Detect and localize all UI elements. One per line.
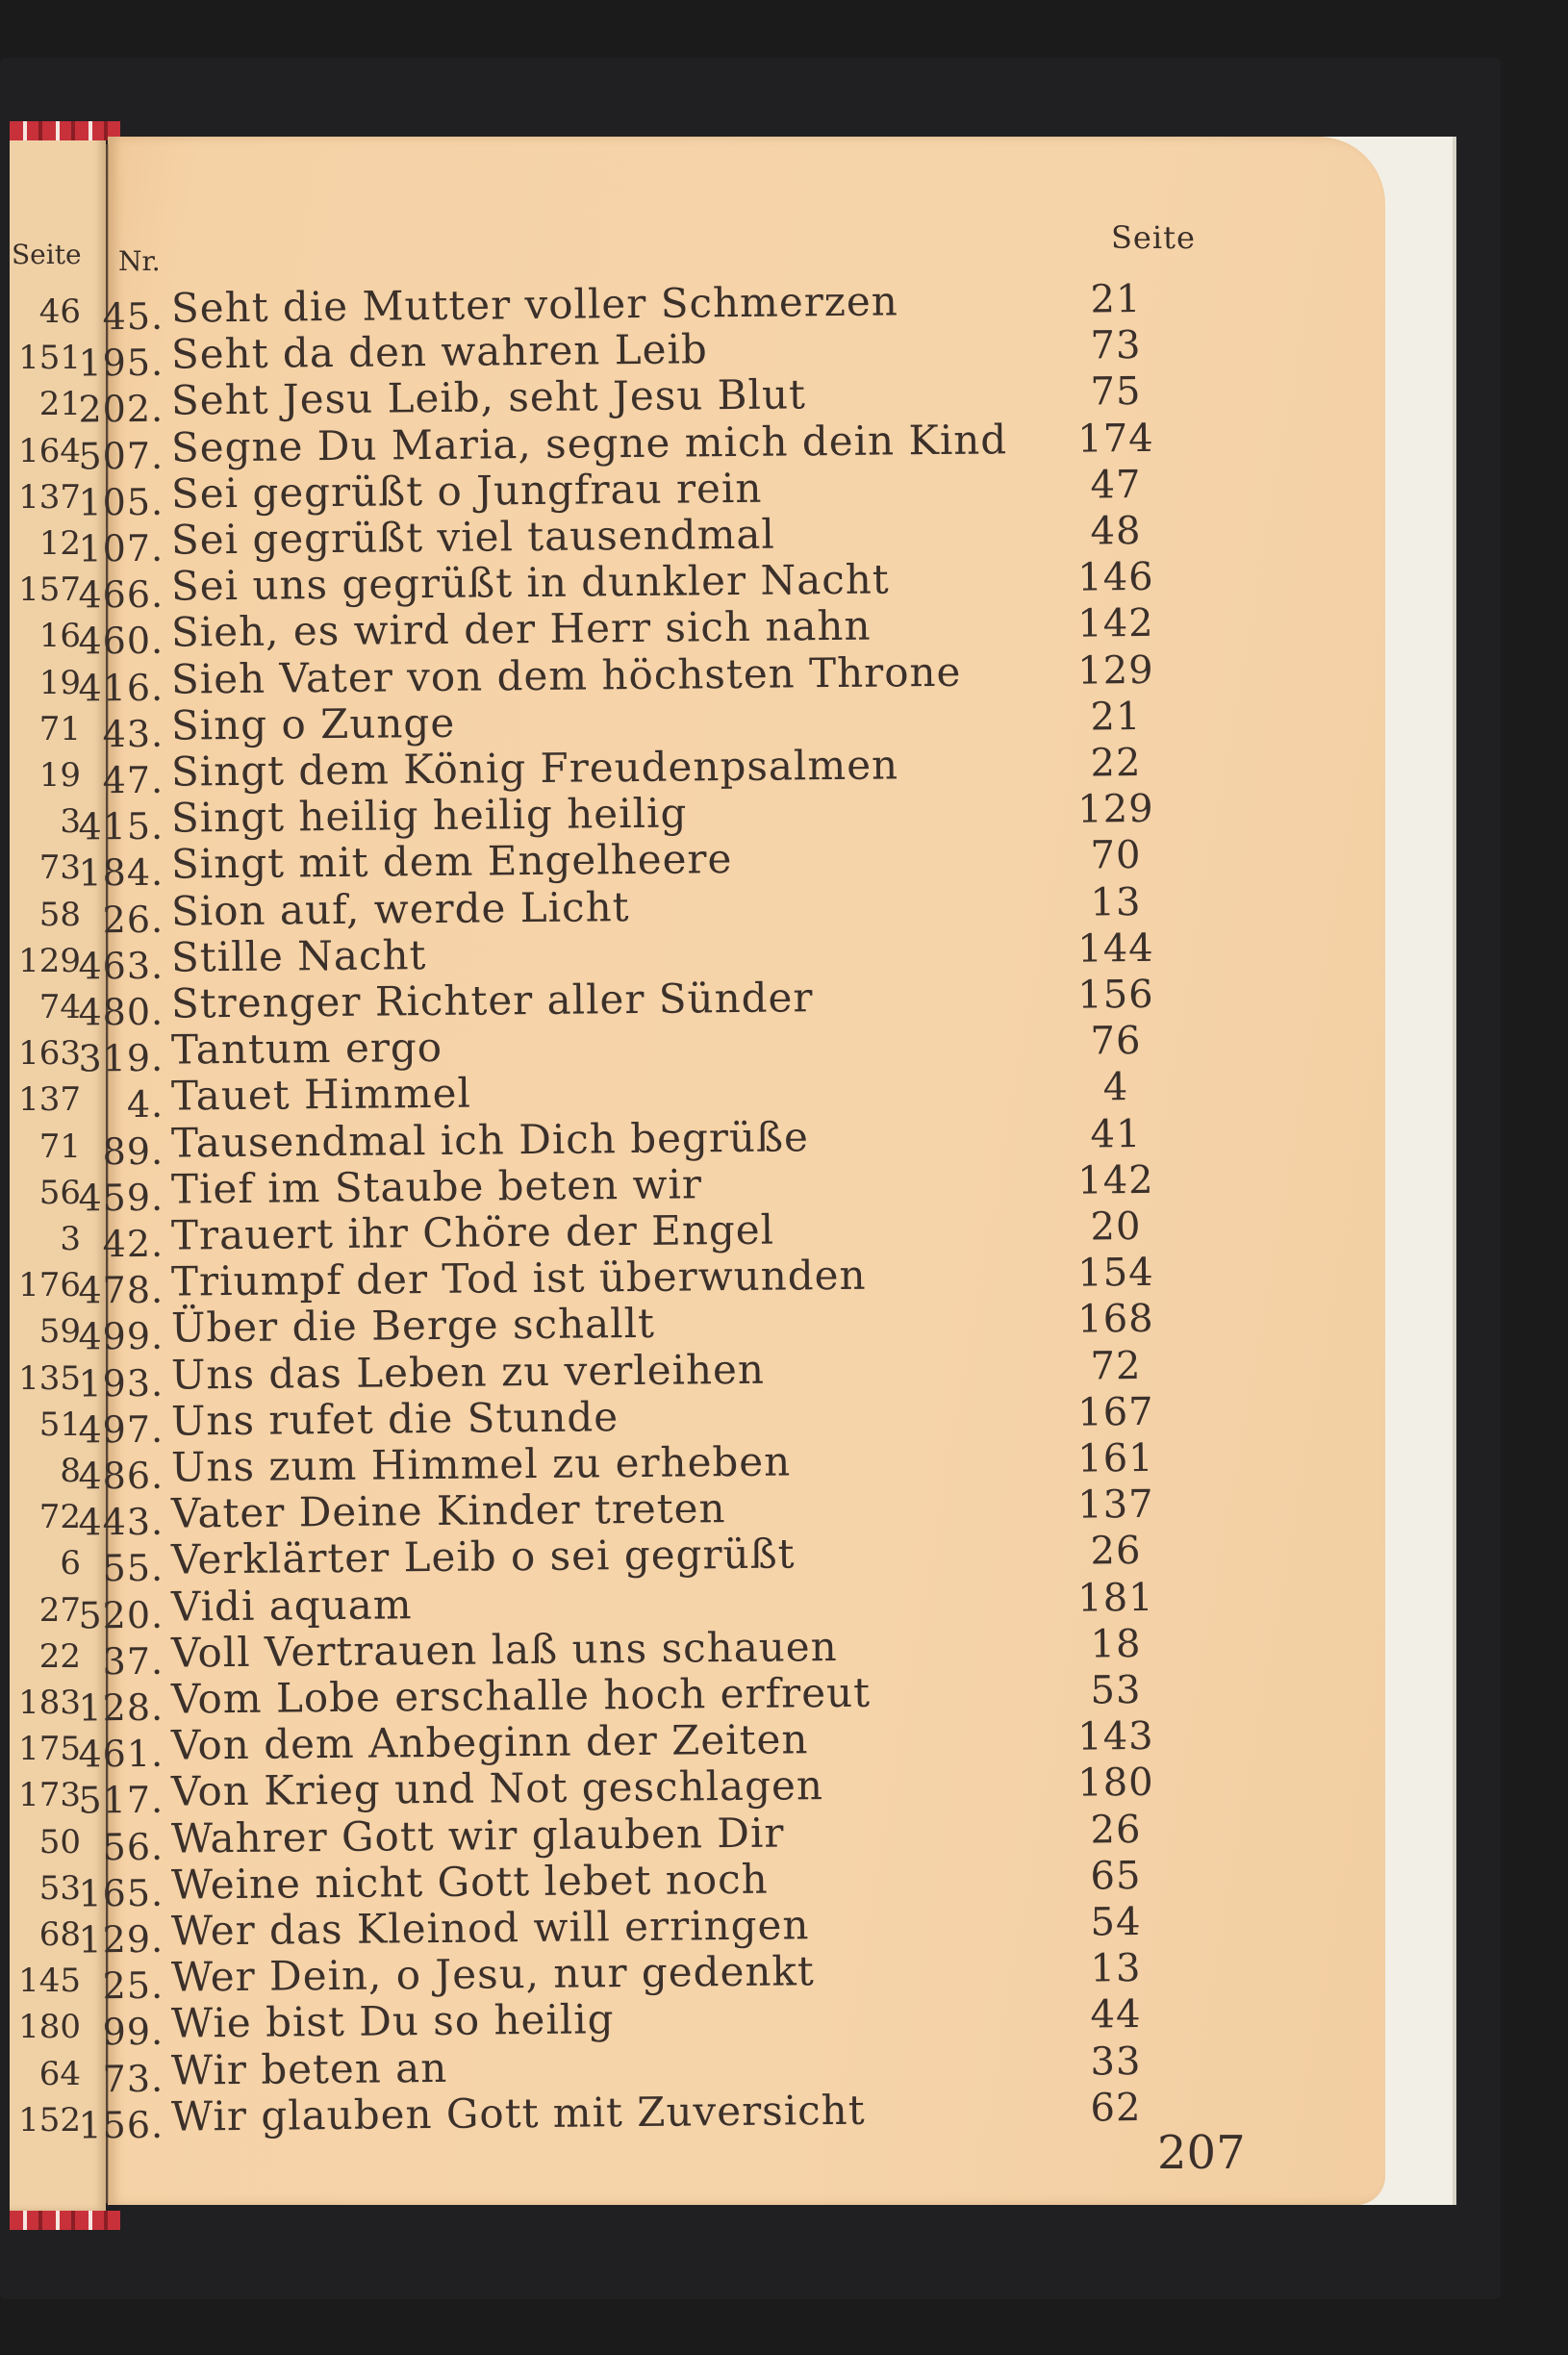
left-page-number: 3 [60,1220,81,1258]
left-page-number: 19 [38,756,81,795]
left-page-number: 59 [38,1312,81,1352]
entry-number: 520. [78,1593,164,1637]
entry-page: 53 [1090,1667,1142,1713]
left-page-number: 21 [38,385,81,424]
entry-page: 129 [1077,787,1154,832]
left-page-number: 50 [38,1822,81,1861]
entry-number: 128. [78,1685,164,1730]
left-page-number: 58 [38,895,81,934]
entry-page: 13 [1090,879,1142,925]
left-page-number: 145 [18,1962,81,2001]
entry-title: Singt heilig heilig heilig [170,789,688,842]
left-page-number: 151 [18,339,81,378]
entry-title: Sieh Vater von dem höchsten Throne [170,647,962,703]
entry-title: Sion auf, werde Licht [170,882,630,935]
entry-page: 180 [1077,1760,1154,1806]
entry-title: Triumpf der Tod ist überwunden [170,1251,867,1305]
entry-number: 443. [78,1500,164,1544]
entry-title: Wir beten an [170,2043,448,2094]
entry-title: Tief im Staube beten wir [170,1160,703,1213]
left-page-number: 16 [38,617,81,656]
entry-page: 26 [1090,1529,1142,1574]
left-page-number: 8 [60,1452,81,1490]
entry-page: 75 [1090,369,1142,415]
entry-title: Strenger Richter aller Sünder [170,974,814,1027]
entry-number: 184. [78,851,164,895]
left-page-number: 64 [38,2054,81,2093]
left-page-number: 3 [60,802,81,842]
entry-number: 42. [102,1222,164,1266]
entry-title: Uns rufet die Stunde [170,1392,620,1445]
entry-number: 463. [78,944,164,988]
entry-number: 202. [78,388,164,431]
entry-page: 174 [1077,416,1154,462]
entry-title: Verklärter Leib o sei gegrüßt [170,1530,796,1584]
entry-page: 144 [1077,925,1154,972]
left-page-number: 180 [18,2008,81,2047]
left-page-number: 56 [38,1173,81,1212]
entry-number: 461. [78,1732,164,1776]
entry-title: Tauet Himmel [170,1070,472,1121]
entry-title: Sei gegrüßt viel tausendmal [170,510,776,564]
entry-title: Singt mit dem Engelheere [170,835,733,889]
entry-number: 416. [78,666,164,710]
entry-page: 26 [1090,1807,1142,1853]
left-page-number: 183 [18,1684,81,1722]
left-page-number: 137 [18,477,81,517]
entry-title: Trauert ihr Chöre der Engel [170,1205,775,1259]
entry-number: 507. [78,434,164,478]
entry-page: 73 [1090,323,1142,368]
entry-title: Von Krieg und Not geschlagen [170,1761,824,1816]
entry-number: 459. [78,1176,164,1220]
entry-number: 37. [102,1639,164,1684]
left-page-number: 22 [38,1636,81,1676]
entry-number: 55. [102,1547,164,1590]
entry-number: 193. [78,1361,164,1405]
left-page-number: 72 [38,1498,81,1537]
entry-page: 142 [1077,601,1154,646]
entry-number: 480. [78,990,164,1034]
entry-title: Wir glauben Gott mit Zuversicht [170,2086,866,2140]
entry-number: 45. [102,294,164,339]
entry-number: 319. [78,1036,164,1080]
entry-page: 137 [1077,1482,1154,1528]
left-page-number: 129 [18,941,81,980]
left-page-number: 6 [60,1544,81,1583]
entry-number: 499. [78,1315,164,1358]
entry-number: 89. [102,1129,164,1173]
entry-number: 26. [102,898,164,941]
left-page-number: 71 [38,1127,81,1166]
entry-page: 70 [1090,833,1142,878]
left-page-number: 137 [18,1080,81,1120]
entry-number: 478. [78,1268,164,1312]
entry-number: 497. [78,1407,164,1452]
entry-title: Sei gegrüßt o Jungfrau rein [170,464,763,518]
entry-page: 154 [1077,1251,1154,1296]
left-column-header: Seite [12,239,82,270]
entry-page: 129 [1077,647,1154,694]
entry-page: 161 [1077,1435,1154,1481]
entry-title: Vom Lobe erschalle hoch erfreut [170,1668,872,1723]
entry-number: 73. [102,2057,164,2100]
entry-title: Wahrer Gott wir glauben Dir [170,1809,785,1862]
entry-page: 156 [1077,972,1154,1018]
entry-title: Sieh, es wird der Herr sich nahn [170,602,872,657]
left-page-number: 175 [18,1730,81,1769]
left-page-number: 164 [18,431,81,470]
seite-header: Seite [1111,219,1196,256]
entry-title: Singt dem König Freudenpsalmen [170,741,899,796]
entry-number: 165. [78,1871,164,1915]
entry-page: 143 [1077,1714,1154,1760]
entry-page: 168 [1077,1297,1154,1342]
left-page-number: 74 [38,988,81,1026]
left-page-number: 73 [38,848,81,888]
entry-page: 44 [1090,1992,1142,2038]
left-page-number: 135 [18,1358,81,1398]
entry-page: 21 [1090,694,1142,740]
entry-page: 76 [1090,1019,1142,1064]
entry-number: 107. [78,526,164,570]
entry-page: 142 [1077,1157,1154,1203]
entry-page: 47 [1090,462,1142,508]
left-page-number: 46 [38,292,81,331]
entry-title: Vidi aquam [170,1580,413,1631]
entry-number: 466. [78,572,164,617]
entry-title: Seht da den wahren Leib [170,325,708,378]
entry-title: Tausendmal ich Dich begrüße [170,1112,810,1167]
left-page-number: 173 [18,1776,81,1815]
page-number: 207 [1157,2126,1246,2180]
entry-title: Sei uns gegrüßt in dunkler Nacht [170,555,890,610]
left-page-number: 53 [38,1868,81,1908]
left-page-number: 51 [38,1405,81,1444]
entry-page: 181 [1077,1575,1154,1621]
entry-title: Segne Du Maria, segne mich dein Kind [170,415,1008,471]
entry-number: 460. [78,620,164,663]
bookmark-ribbon-top [10,121,120,140]
entry-number: 47. [102,758,164,802]
entry-number: 486. [78,1454,164,1498]
entry-number: 56. [102,1825,164,1868]
entry-title: Stille Nacht [170,930,427,981]
entry-title: Wie bist Du so heilig [170,1995,615,2048]
left-page-number: 19 [38,663,81,702]
entry-page: 18 [1090,1621,1142,1667]
entry-number: 129. [78,1917,164,1962]
entry-title: Wer Dein, o Jesu, nur gedenkt [170,1947,815,2001]
entry-title: Von dem Anbeginn der Zeiten [170,1715,809,1769]
entry-title: Vater Deine Kinder treten [170,1484,726,1537]
left-page-number: 152 [18,2100,81,2140]
left-page-number: 71 [38,709,81,748]
entry-page: 20 [1090,1203,1142,1250]
entry-number: 4. [126,1083,164,1127]
entry-page: 21 [1090,276,1142,322]
entry-page: 167 [1077,1389,1154,1435]
entry-number: 415. [78,804,164,848]
entry-number: 517. [78,1779,164,1822]
left-page-number: 27 [38,1590,81,1630]
entry-page: 22 [1090,740,1142,786]
entry-title: Uns zum Himmel zu erheben [170,1437,792,1491]
left-page-number: 163 [18,1034,81,1074]
bookmark-ribbon-bottom [10,2211,120,2230]
entry-page: 48 [1090,508,1142,554]
entry-number: 43. [102,712,164,756]
left-page-number: 157 [18,570,81,610]
entry-number: 156. [78,2103,164,2147]
left-page-number: 176 [18,1266,81,1305]
entry-number: 99. [102,2011,164,2054]
entry-number: 105. [78,480,164,524]
entry-page: 62 [1090,2085,1142,2131]
entry-title: Seht Jesu Leib, seht Jesu Blut [170,370,807,425]
entry-title: Sing o Zunge [170,698,456,749]
entry-number: 25. [102,1963,164,2008]
entry-page: 13 [1090,1946,1142,1991]
entry-title: Über die Berge schallt [170,1300,656,1353]
left-page-number: 12 [38,524,81,563]
entry-page: 4 [1102,1065,1129,1110]
nr-header: Nr. [118,245,161,277]
entry-title: Uns das Leben zu verleihen [170,1345,766,1399]
entry-page: 72 [1090,1343,1142,1389]
entry-title: Tantum ergo [170,1024,443,1074]
entry-page: 41 [1090,1111,1142,1157]
entry-page: 54 [1090,1899,1142,1945]
entry-page: 146 [1077,555,1154,600]
entry-title: Wer das Kleinod will erringen [170,1901,810,1955]
entry-page: 65 [1090,1853,1142,1899]
entry-title: Seht die Mutter voller Schmerzen [170,277,899,332]
entry-title: Weine nicht Gott lebet noch [170,1855,769,1909]
entry-page: 33 [1090,2038,1142,2085]
entry-number: 195. [78,341,164,385]
left-page-number: 68 [38,1915,81,1954]
entry-title: Voll Vertrauen laß uns schauen [170,1622,838,1677]
